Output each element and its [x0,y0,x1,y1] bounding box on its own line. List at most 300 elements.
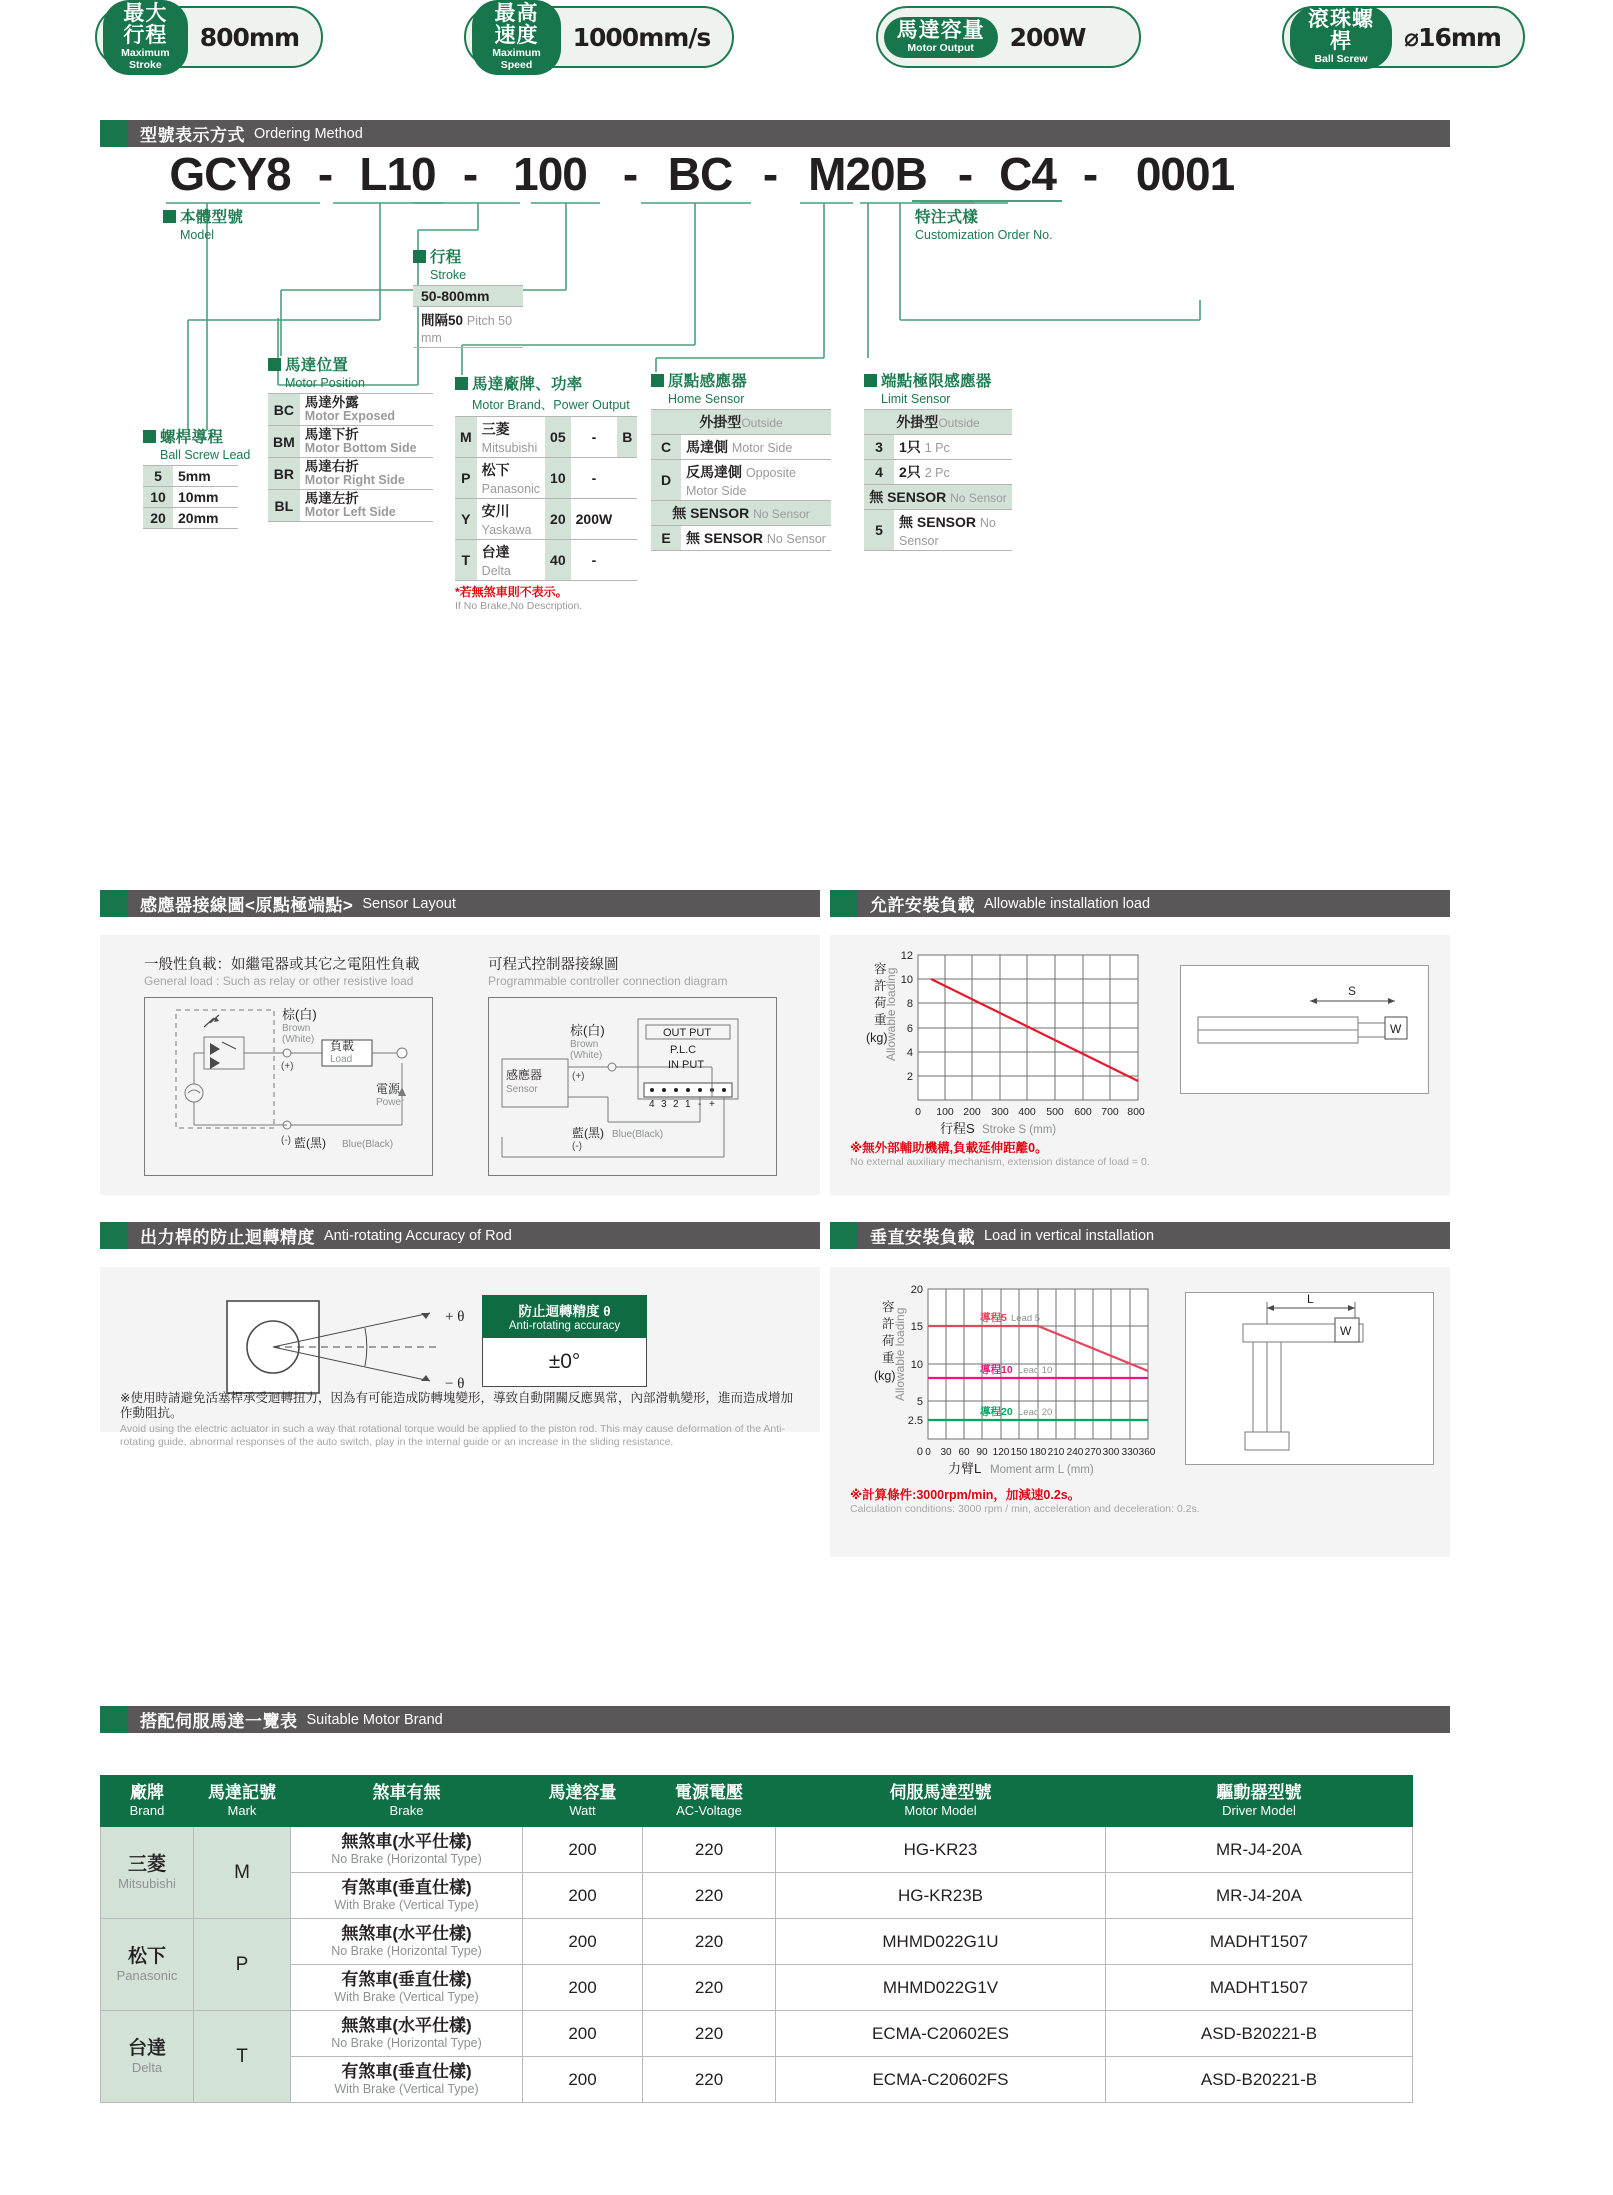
svg-text:200: 200 [963,1106,981,1118]
mp-key: BC [268,394,300,426]
code-dash: - [1082,148,1098,200]
table-row [864,460,1012,485]
table-row [413,286,523,307]
mark-cell: P [194,1919,291,2011]
mb-key: Y [455,499,477,540]
label-lead10-cn: 導程10 [980,1364,1013,1376]
ls-en: No Sensor [899,516,996,548]
field-title-en: Customization Order No. [915,228,1053,242]
mp-cn: 馬達外露 [304,395,359,410]
badge-max-speed [464,1,734,71]
mb-key: P [455,458,477,499]
motor-model-cell: HG-KR23B [776,1873,1106,1919]
motor-model-cell: ECMA-C20602ES [776,2011,1106,2057]
mark-cell: T [194,2011,291,2103]
table-row [101,1965,1413,2011]
svg-text:30: 30 [940,1447,952,1458]
mb-watt: - [571,540,618,581]
y-axis-title-en: Allowable loading [893,1307,907,1401]
section-header-ordering-method [100,120,1450,147]
power-en: Power [376,1097,405,1108]
note-cn: ※計算條件:3000rpm/min，加減速0.2s。 [850,1488,1081,1502]
hs-en: Opposite Motor Side [686,466,796,498]
brake-cell [291,1827,523,1873]
table-row [268,394,433,426]
voltage-cell: 220 [643,1965,776,2011]
brake-en: With Brake (Vertical Type) [334,1898,479,1912]
hs-cn: 反馬達側 [686,464,742,480]
y-axis-title-en: Allowable loading [884,967,898,1061]
motor-model-cell: MHMD022G1U [776,1919,1106,1965]
field-customization [915,205,1053,242]
badge-label-cn: 最高速度 [494,1,539,47]
section-title-en: Ordering Method [254,125,363,142]
badge-label-en: Ball Screw [1314,52,1368,65]
field-title-en: Motor Position [285,376,365,390]
badge-value: 800mm [199,22,299,52]
mb-brand [477,499,545,540]
th-cn: 伺服馬達型號 [889,1783,992,1802]
table-row [455,458,637,499]
table-row [101,1873,1413,1919]
svg-text:2.5: 2.5 [907,1415,923,1427]
field-title-cn: 端點極限感應器 [881,373,992,390]
code-dash: - [462,148,478,200]
code-customization: 0001 [1135,148,1235,200]
voltage-cell: 220 [643,2057,776,2103]
svg-text:700: 700 [1101,1106,1119,1118]
stroke-pitch [413,307,523,348]
x-axis-title-en: Stroke S (mm) [982,1124,1057,1136]
x-axis-title-cn: 力臂L [948,1461,982,1476]
section-title-cn: 垂直安裝負載 [870,1228,975,1247]
mb-brake [617,499,637,540]
svg-text:(kg): (kg) [866,1031,888,1045]
mp-value [300,426,433,458]
brand-cn: 台達 [127,2038,166,2059]
section-tab [100,890,127,917]
voltage-cell: 220 [643,1827,776,1873]
table-row [864,410,1012,435]
field-title-cn: 本體型號 [180,209,244,226]
bullet-square [864,374,877,387]
voltage-cell: 220 [643,1919,776,1965]
voltage-cell: 220 [643,2011,776,2057]
section-title-cn: 出力桿的防止迴轉精度 [140,1228,315,1247]
brand-en: Delta [131,2060,163,2075]
code-lead: L10 [359,148,436,200]
badge-label-cn: 馬達容量 [896,18,985,42]
ls-value [894,460,1012,485]
watt-cell: 200 [523,1873,643,1919]
code-dash: - [957,148,973,200]
svg-text:0: 0 [915,1106,921,1118]
hs-group-cn: 無 SENSOR [672,505,750,521]
brake-cn: 有煞車(垂直仕樣) [341,2062,472,2081]
field-title-en: Stroke [430,268,467,282]
table-row [101,2057,1413,2103]
svg-text:4: 4 [649,1099,655,1110]
code-stroke: 100 [513,148,587,200]
mb-power-key: 10 [545,458,571,499]
svg-text:15: 15 [910,1321,923,1333]
mp-key: BL [268,490,300,522]
section-header-allowable-load [830,890,1450,917]
plus-sign: (+) [281,1061,294,1072]
field-motor-brand [455,372,637,612]
field-title-cn: 行程 [430,249,462,266]
brake-cell [291,1873,523,1919]
svg-text:180: 180 [1029,1447,1047,1458]
mb-key: M [455,417,477,458]
ls-cn: 1只 [899,439,921,455]
th-mark [194,1776,291,1827]
field-home-sensor [651,369,831,551]
brake-cell [291,1965,523,2011]
blue-cn: 藍(黑) [294,1136,326,1150]
load-en: Load [330,1054,353,1065]
code-motor-brand: M20B [808,148,927,200]
code-motor-position: BC [667,148,733,200]
svg-text:360: 360 [1138,1447,1156,1458]
mb-en: Panasonic [481,482,541,496]
watt-cell: 200 [523,1827,643,1873]
section-header-anti-rotating [100,1222,820,1249]
plus-sign: (+) [572,1071,585,1082]
hs-key: D [651,460,681,501]
th-en: AC-Voltage [676,1803,742,1818]
sensor-en: Sensor [506,1084,538,1095]
label-lead20-en: Lead 20 [1018,1407,1053,1418]
ls-group-en: No Sensor [950,491,1007,505]
brand-cell [101,1827,194,1919]
svg-text:5: 5 [916,1396,923,1408]
y-tick-labels [908,1284,923,1458]
th-brake [291,1776,523,1827]
ls-group-cn: 無 SENSOR [869,489,947,505]
blue-en: Blue(Black) [612,1129,664,1140]
th-driver-model [1106,1776,1413,1827]
section-title-en: Allowable installation load [984,895,1151,912]
section-header-vertical-load [830,1222,1450,1249]
hs-key: E [651,526,681,551]
field-stroke [413,245,523,348]
sensor-cn: 感應器 [506,1068,543,1082]
caption-en: Programmable controller connection diagram [488,974,728,988]
general-load-caption [144,953,420,988]
mp-cn: 馬達左折 [304,491,359,506]
svg-text:500: 500 [1046,1106,1064,1118]
lead-key: 5 [143,466,173,487]
vertical-load-note [850,1485,1200,1515]
limit-sensor-table [864,409,1012,551]
section-tab [100,1222,127,1249]
table-row [143,466,238,487]
field-title-cn: 馬達廠牌、功率 [472,376,583,393]
table-row [268,426,433,458]
section-title-en: Load in vertical installation [984,1227,1155,1244]
brown-en1: Brown [570,1039,599,1050]
y-axis-title-cn: 容 [874,962,887,976]
anti-rotating-panel [100,1267,820,1448]
svg-text:10: 10 [910,1359,923,1371]
brake-en: With Brake (Vertical Type) [334,2082,479,2096]
th-cn: 廠牌 [130,1783,164,1802]
mp-cn: 馬達右折 [304,459,359,474]
hs-group-nosensor [651,501,831,526]
svg-text:1: 1 [685,1099,691,1110]
bullet-square [143,430,156,443]
blue-cn: 藍(黑) [572,1126,604,1140]
mark-cell: M [194,1827,291,1919]
section-title-en: Sensor Layout [362,895,456,912]
mp-en: Motor Right Side [304,473,405,487]
bullet-square [651,374,664,387]
ls-cn: 2只 [899,464,921,480]
x-axis-title-en: Moment arm L (mm) [990,1464,1094,1476]
bullet-square [268,358,281,371]
field-title-en: Model [180,228,215,242]
badge-value: 200W [1009,22,1086,52]
svg-text:2: 2 [906,1071,913,1083]
table-row [143,487,238,508]
mb-brand [477,540,545,581]
plc-output: OUT PUT [663,1027,712,1039]
mp-en: Motor Bottom Side [304,441,417,455]
watt-cell: 200 [523,1919,643,1965]
mb-brand [477,458,545,499]
badge-label-en: Maximum Speed [492,46,541,71]
mp-key: BR [268,458,300,490]
code-sensors: C4 [999,148,1056,200]
hs-cn: 無 SENSOR [686,530,764,546]
ordering-code [150,148,1380,200]
th-cn: 電源電壓 [675,1783,743,1802]
badge-max-stroke [95,1,323,71]
lead-value: 20mm [173,508,238,529]
field-title-en: Limit Sensor [881,392,951,406]
motor-model-cell: HG-KR23 [776,1827,1106,1873]
note-en: No external auxiliary mechanism, extension distance of load = 0. [850,1156,1150,1168]
mb-cn: 安川 [481,503,510,519]
svg-text:210: 210 [1047,1447,1065,1458]
table-row [268,458,433,490]
brake-cell [291,2057,523,2103]
hs-value [681,435,831,460]
minus-sign: (-) [281,1135,291,1146]
mp-value [300,394,433,426]
mb-power-key: 40 [545,540,571,581]
mb-brake: B [617,417,637,458]
box-title-cn: 防止迴轉精度 θ [518,1304,611,1319]
table-row [864,510,1012,551]
watt-cell: 200 [523,2057,643,2103]
ls-key: 5 [864,510,894,551]
code-dash: - [317,148,333,200]
minus-sign: (-) [572,1141,582,1152]
svg-text:4: 4 [906,1047,913,1059]
lead-table [143,465,238,529]
watt-cell: 200 [523,1965,643,2011]
svg-text:12: 12 [900,950,913,962]
ls-key: 4 [864,460,894,485]
lead-value: 5mm [173,466,238,487]
table-row [143,508,238,529]
svg-text:重: 重 [874,1013,887,1027]
ls-key: 3 [864,435,894,460]
allowable-load-panel [830,935,1450,1195]
table-row [651,435,831,460]
vertical-load-panel [830,1267,1450,1557]
svg-text:120: 120 [992,1447,1010,1458]
svg-text:-: - [698,1099,702,1110]
table-row [651,410,831,435]
ls-en: 2 Pc [924,466,950,480]
ls-group-outside [864,410,1012,435]
mp-en: Motor Left Side [304,505,396,519]
bullet-square [413,250,426,263]
dim-label-w: W [1340,1324,1352,1338]
mb-cn: 台達 [481,544,510,560]
brake-en: No Brake (Horizontal Type) [331,1944,482,1958]
mb-en: Yaskawa [481,523,532,537]
hs-value [681,460,831,501]
svg-text:600: 600 [1074,1106,1092,1118]
brake-en: No Brake (Horizontal Type) [331,2036,482,2050]
badge-label [472,0,560,75]
ls-cn: 無 SENSOR [899,514,977,530]
hs-group-en: Outside [741,416,783,430]
svg-text:6: 6 [906,1023,913,1035]
svg-text:90: 90 [976,1447,988,1458]
hs-key: C [651,435,681,460]
hs-en: No Sensor [766,532,826,546]
note-cn: ※使用時請避免活塞桿承受迴轉扭力，因為有可能造成防轉塊變形，導致自動開關反應異常，內部滑軌變形，進而造成增加作動阻抗。 [120,1391,793,1420]
badge-label [1290,6,1392,69]
mb-brake [617,458,637,499]
hs-cn: 馬達側 [686,439,728,455]
mb-cn: 三菱 [481,421,510,437]
pitch-en: Pitch 50 mm [421,314,513,345]
table-header-row [101,1776,1413,1827]
caption-en: General load : Such as relay or other resistive load [144,974,414,988]
th-cn: 煞車有無 [372,1783,441,1802]
label-lead10-en: Lead 10 [1018,1365,1053,1376]
plus-theta-label: + θ [445,1309,465,1325]
y-tick-labels [901,950,913,1083]
brand-cn: 三菱 [127,1854,166,1875]
section-title-cn: 允許安裝負載 [870,896,975,915]
svg-text:重: 重 [882,1351,895,1365]
note-en: Calculation conditions: 3000 rpm / min, acceleration and deceleration: 0.2s. [850,1503,1200,1515]
field-title-cn: 螺桿導程 [160,429,224,446]
th-en: Driver Model [1222,1803,1296,1818]
section-tab [830,1222,857,1249]
lead-value: 10mm [173,487,238,508]
badge-label [103,0,188,75]
mb-cn: 松下 [481,462,510,478]
th-cn: 馬達容量 [548,1783,617,1802]
section-title-cn: 搭配伺服馬達一覽表 [140,1712,298,1731]
mb-power-key: 05 [545,417,571,458]
dim-label-w: W [1390,1022,1402,1036]
section-tab [100,120,127,147]
minus-theta-label: − θ [445,1376,465,1392]
section-title-cn: 型號表示方式 [140,126,245,145]
hs-en: Motor Side [731,441,793,455]
sensor-layout-panel [100,935,820,1195]
load-cn: 負載 [330,1039,355,1053]
driver-model-cell: ASD-B20221-B [1106,2011,1413,2057]
field-title-cn: 原點感應器 [668,373,748,390]
section-tab [100,1706,127,1733]
brand-en: Mitsubishi [118,1876,176,1891]
stroke-table [413,285,523,348]
code-model: GCY8 [169,148,291,200]
mp-key: BM [268,426,300,458]
table-row [101,2011,1413,2057]
ls-value [894,510,1012,551]
table-row [455,499,637,540]
y-axis-title-cn: 容 [882,1300,895,1314]
th-voltage [643,1776,776,1827]
th-en: Brand [129,1803,165,1818]
brake-cell [291,2011,523,2057]
caption-cn: 可程式控制器接線圖 [488,957,619,973]
mp-cn: 馬達下折 [304,427,359,442]
brake-en: No Brake (Horizontal Type) [331,1852,482,1866]
badge-label-en: Maximum Stroke [121,46,170,71]
mp-en: Motor Exposed [304,409,396,423]
brown-en2: (White) [282,1034,315,1045]
table-row [268,490,433,522]
dim-label-l: L [1307,1292,1314,1306]
lead-key: 10 [143,487,173,508]
plc-name: P.L.C [670,1044,697,1056]
note-en: Avoid using the electric actuator in such a way that rotational torque would be applied to the piston rod. This may cause deformation of the Anti-rotating guide, abnormal responses of the auto switch, play in the internal guide or an increase in the sliding resistance. [120,1423,786,1448]
customization-underline [912,200,1062,202]
badge-value: ⌀16mm [1404,22,1501,52]
bullet-square [163,210,176,223]
field-title-cn: 馬達位置 [285,357,349,374]
brake-cn: 無煞車(水平仕樣) [341,1832,472,1851]
field-limit-sensor [864,369,1012,551]
x-tick-labels [915,1106,1145,1118]
svg-text:8: 8 [906,998,913,1010]
home-sensor-table [651,409,831,551]
badge-value: 1000mm/s [572,22,711,52]
mb-watt: 200W [571,499,618,540]
motor-brand-table [455,416,637,581]
driver-model-cell: MADHT1507 [1106,1919,1413,1965]
brown-cn: 棕(白) [282,1007,317,1022]
th-watt [523,1776,643,1827]
x-tick-labels [925,1447,1156,1458]
suitable-motor-brand-table [100,1775,1413,2103]
general-load-circuit [144,997,434,1177]
caption-cn: 一般性負載：如繼電器或其它之電阻性負載 [144,957,420,973]
motor-model-cell: ECMA-C20602FS [776,2057,1106,2103]
brand-cn: 松下 [127,1946,166,1967]
th-en: Mark [227,1803,257,1818]
badge-motor-output [876,6,1141,68]
brake-note-cn: *若無煞車則不表示。 [455,585,568,599]
brake-cell [291,1919,523,1965]
ls-group-en: Outside [938,416,980,430]
code-dash: - [762,148,778,200]
box-title-en: Anti-rotating accuracy [508,1320,621,1332]
hs-group-en: No Sensor [753,507,810,521]
